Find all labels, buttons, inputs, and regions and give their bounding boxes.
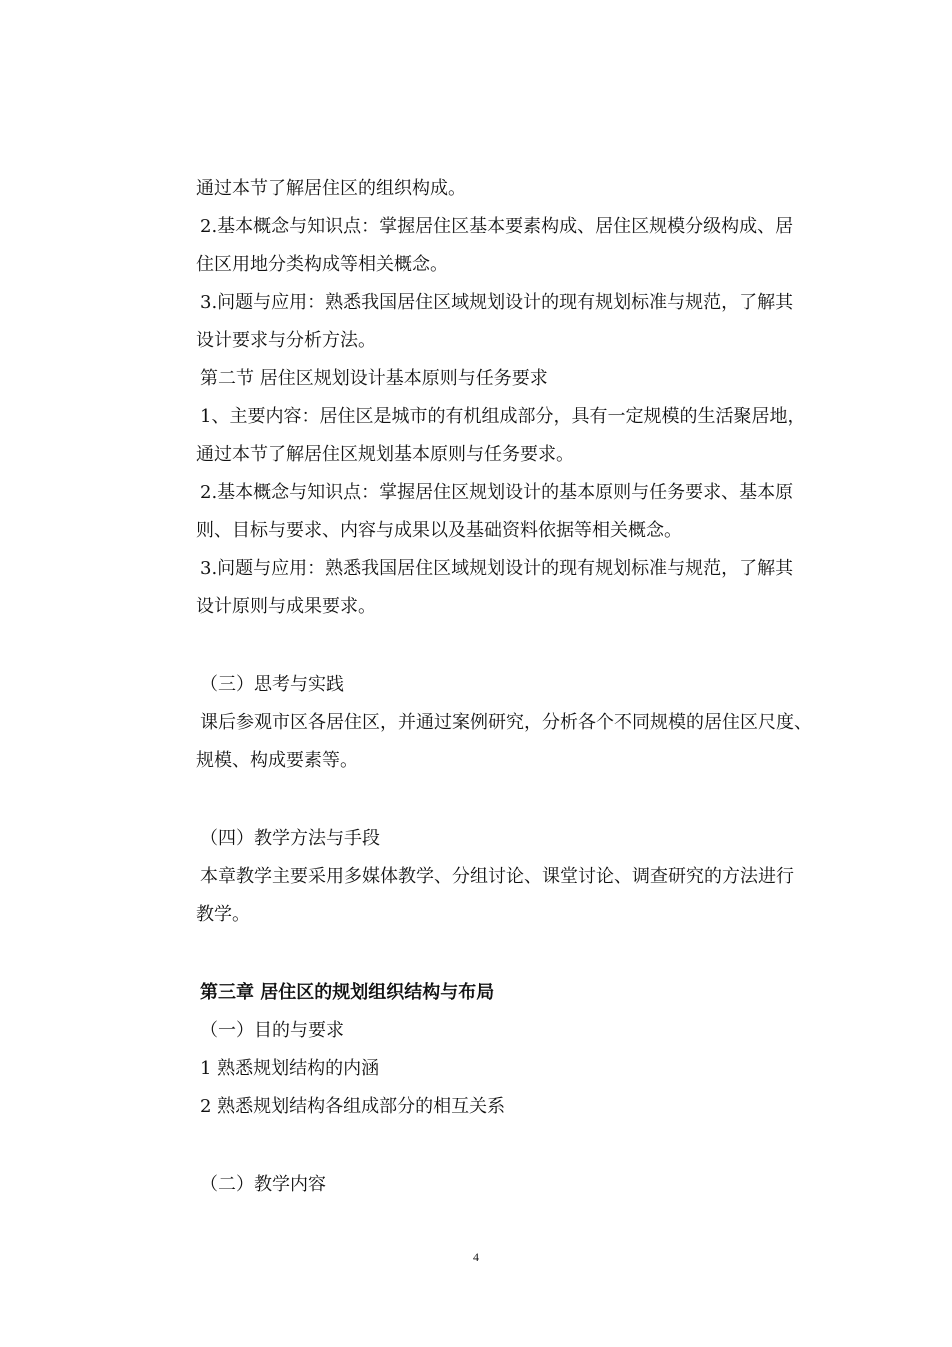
practice-heading: （三）思考与实践 bbox=[200, 674, 344, 695]
paragraph-gap bbox=[196, 934, 836, 974]
page-number: 4 bbox=[473, 1250, 479, 1264]
paragraph-gap bbox=[196, 780, 836, 820]
body-line: 则、目标与要求、内容与成果以及基础资料依据等相关概念。 bbox=[196, 520, 682, 541]
body-line: 课后参观市区各居住区，并通过案例研究，分析各个不同规模的居住区尺度、 bbox=[200, 712, 812, 733]
document-body bbox=[196, 170, 836, 1204]
body-line: 通过本节了解居住区的组织构成。 bbox=[196, 178, 466, 199]
body-line: 2.基本概念与知识点：掌握居住区基本要素构成、居住区规模分级构成、居 bbox=[200, 216, 794, 237]
paragraph-gap bbox=[196, 1126, 836, 1166]
list-item: 2 熟悉规划结构各组成部分的相互关系 bbox=[200, 1096, 506, 1117]
body-line: 3.问题与应用：熟悉我国居住区域规划设计的现有规划标准与规范，了解其 bbox=[200, 558, 794, 579]
body-line: 设计要求与分析方法。 bbox=[196, 330, 376, 351]
list-item: 1 熟悉规划结构的内涵 bbox=[200, 1058, 380, 1079]
body-line: 规模、构成要素等。 bbox=[196, 750, 358, 771]
body-line: 设计原则与成果要求。 bbox=[196, 596, 376, 617]
objectives-heading: （一）目的与要求 bbox=[200, 1020, 344, 1041]
body-line: 1、主要内容：居住区是城市的有机组成部分，具有一定规模的生活聚居地， bbox=[200, 406, 806, 427]
body-line: 通过本节了解居住区规划基本原则与任务要求。 bbox=[196, 444, 574, 465]
body-line: 教学。 bbox=[196, 904, 250, 925]
methods-heading: （四）教学方法与手段 bbox=[200, 828, 380, 849]
body-line: 本章教学主要采用多媒体教学、分组讨论、课堂讨论、调查研究的方法进行 bbox=[200, 866, 794, 887]
body-line: 住区用地分类构成等相关概念。 bbox=[196, 254, 448, 275]
chapter-title: 第三章 居住区的规划组织结构与布局 bbox=[200, 982, 495, 1003]
body-line: 3.问题与应用：熟悉我国居住区域规划设计的现有规划标准与规范，了解其 bbox=[200, 292, 794, 313]
paragraph-gap bbox=[196, 626, 836, 666]
content-heading: （二）教学内容 bbox=[200, 1174, 326, 1195]
body-line: 2.基本概念与知识点：掌握居住区规划设计的基本原则与任务要求、基本原 bbox=[200, 482, 794, 503]
section-heading: 第二节 居住区规划设计基本原则与任务要求 bbox=[200, 368, 548, 389]
